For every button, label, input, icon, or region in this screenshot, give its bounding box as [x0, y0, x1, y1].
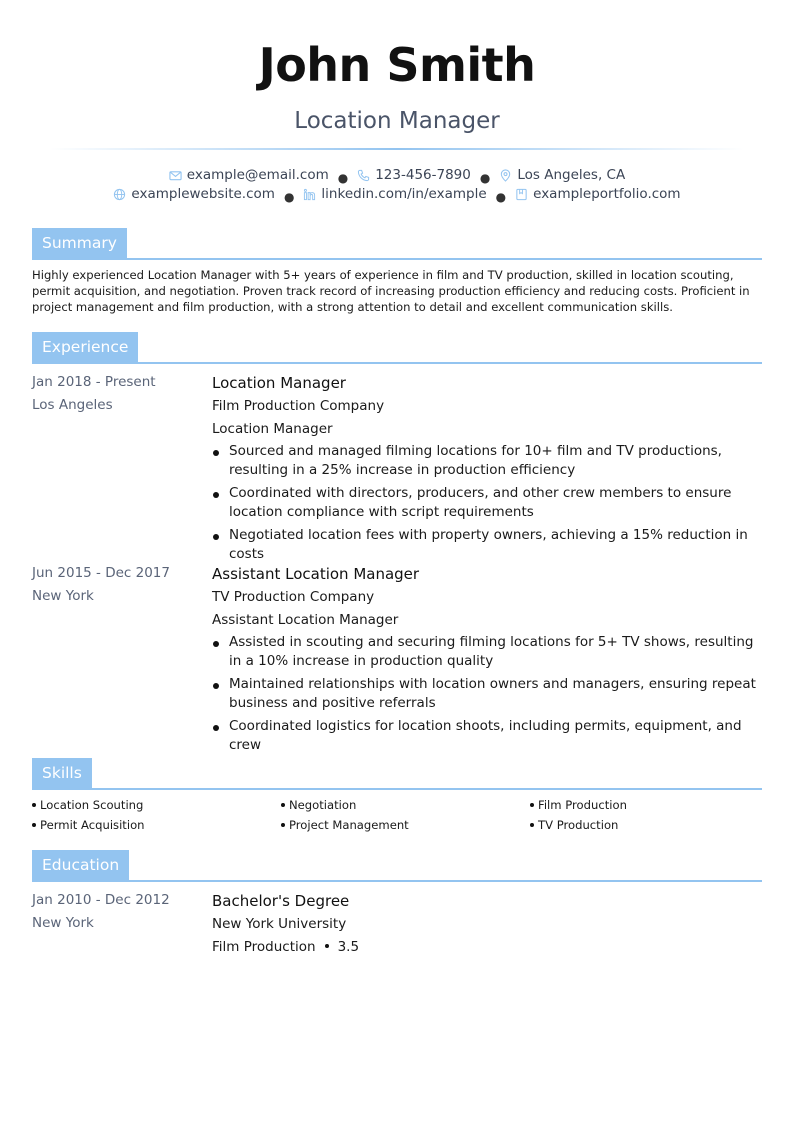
experience-heading: Experience: [32, 332, 138, 362]
skills-section-header: [32, 758, 762, 790]
separator-dot: ●: [283, 189, 295, 204]
portfolio-icon: [515, 188, 528, 201]
field-of-study: Film Production: [212, 939, 316, 955]
degree-title: Bachelor's Degree: [212, 892, 350, 910]
contact-phone[interactable]: [357, 166, 471, 184]
experience-location: Los Angeles: [32, 397, 113, 413]
phone-icon: [357, 169, 370, 182]
skill-item: Location Scouting: [32, 797, 143, 813]
contact-website[interactable]: [113, 185, 275, 203]
globe-icon: [113, 188, 126, 201]
achievement-item: Negotiated location fees with property owners, achieving a 15% reduction in costs: [212, 526, 762, 564]
education-heading: Education: [32, 850, 129, 880]
skill-item: TV Production: [530, 817, 618, 833]
skills-heading: Skills: [32, 758, 92, 788]
separator-dot: ●: [495, 189, 507, 204]
education-section-header: [32, 850, 762, 882]
experience-location: New York: [32, 588, 94, 604]
summary-section-header: [32, 228, 762, 260]
school-name: New York University: [212, 916, 347, 932]
summary-rule: [32, 258, 762, 260]
candidate-role: Location Manager: [294, 108, 500, 134]
achievement-item: Assisted in scouting and securing filming locations for 5+ TV shows, resulting in a 10% increase in production quality: [212, 633, 762, 671]
education-rule: [32, 880, 762, 882]
company-name: TV Production Company: [212, 589, 375, 605]
job-position: Location Manager: [212, 421, 333, 437]
achievement-item: Maintained relationships with location owners and managers, ensuring repeat business and positive referrals: [212, 675, 762, 713]
contact-portfolio[interactable]: [515, 185, 680, 203]
map-pin-icon: [499, 169, 512, 182]
achievement-item: Coordinated logistics for location shoots, including permits, equipment, and crew: [212, 717, 762, 755]
summary-heading: Summary: [32, 228, 127, 258]
contact-website-text: examplewebsite.com: [131, 186, 275, 202]
skill-item: Permit Acquisition: [32, 817, 145, 833]
contact-email-text: example@email.com: [186, 167, 329, 183]
field-and-gpa: [212, 937, 762, 957]
experience-date: Jan 2018 - Present: [32, 374, 156, 390]
experience-section-header: [32, 332, 762, 364]
skill-item: Project Management: [281, 817, 409, 833]
education-location: New York: [32, 915, 94, 931]
contact-location: [499, 166, 625, 184]
separator-dot: ●: [337, 170, 349, 185]
skills-rule: [32, 788, 762, 790]
experience-date: Jun 2015 - Dec 2017: [32, 565, 170, 581]
contact-row-2: [32, 185, 762, 206]
skill-item: Negotiation: [281, 797, 356, 813]
contact-linkedin[interactable]: [303, 185, 486, 203]
contact-phone-text: 123-456-7890: [375, 167, 471, 183]
gpa-value: 3.5: [337, 939, 360, 955]
linkedin-icon: [303, 188, 316, 201]
contact-portfolio-text: exampleportfolio.com: [533, 186, 681, 202]
contact-location-text: Los Angeles, CA: [517, 167, 626, 183]
job-title: Assistant Location Manager: [212, 565, 420, 583]
summary-text: Highly experienced Location Manager with 5+ years of experience in film and TV production, skilled in location scouting, permit acquisition, and negotiation. Proven track record of increasing production efficiency and reducing costs. Proficient in project management and film production, with a strong attention to detail and excellent communication skills.: [32, 268, 750, 314]
achievement-item: Sourced and managed filming locations for 10+ film and TV productions, resulting in a 25% increase in production efficiency: [212, 442, 762, 480]
company-name: Film Production Company: [212, 398, 385, 414]
separator-dot: ●: [479, 170, 491, 185]
achievement-item: Coordinated with directors, producers, and other crew members to ensure location compliance with script requirements: [212, 484, 762, 522]
job-title: Location Manager: [212, 374, 346, 392]
contact-linkedin-text: linkedin.com/in/example: [321, 186, 487, 202]
header-divider: [50, 148, 744, 150]
candidate-name: John Smith: [258, 38, 536, 92]
skill-item: Film Production: [530, 797, 627, 813]
mail-icon: [169, 169, 182, 182]
experience-rule: [32, 362, 762, 364]
contact-email[interactable]: [169, 166, 329, 184]
education-date: Jan 2010 - Dec 2012: [32, 892, 170, 908]
achievement-list: [212, 442, 762, 564]
achievement-list: [212, 633, 762, 755]
contact-row-1: [32, 166, 762, 187]
job-position: Assistant Location Manager: [212, 612, 399, 628]
